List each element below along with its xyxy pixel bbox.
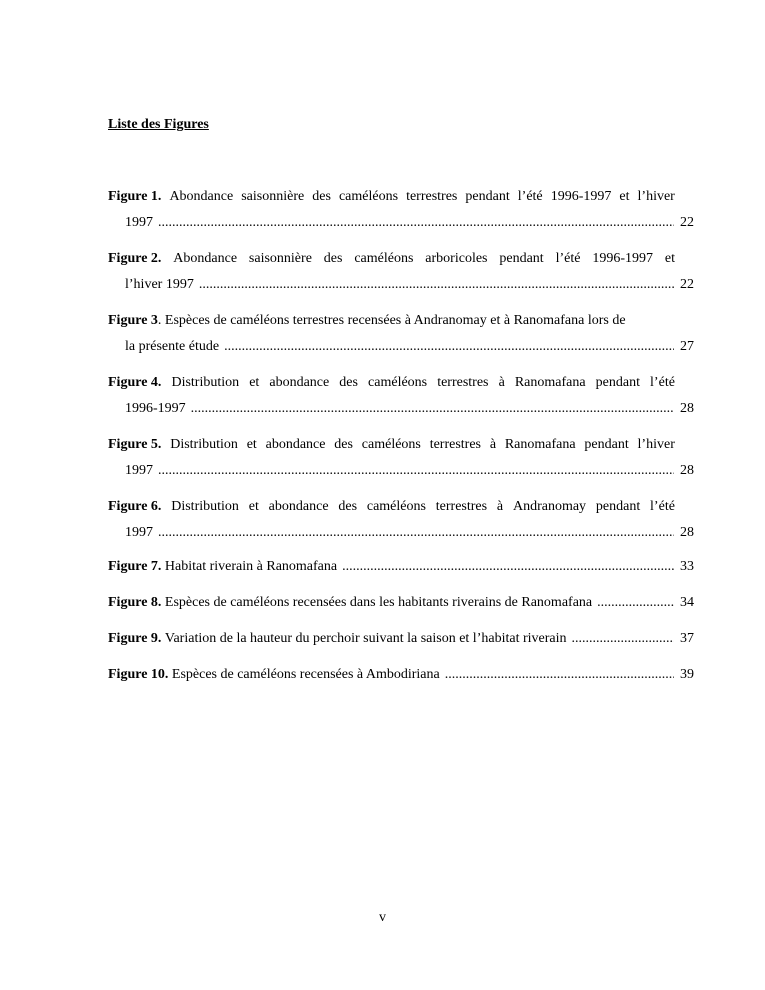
- figure-label: Figure 1.: [108, 189, 162, 204]
- caption-word: et: [664, 251, 675, 266]
- page-number-ref: 39: [680, 667, 694, 682]
- caption-word: caméléons: [338, 189, 399, 204]
- dot-leader: [199, 275, 674, 295]
- caption-word: terrestres: [429, 437, 481, 452]
- caption-word: Distribution: [171, 375, 240, 390]
- caption-word: l’été: [650, 499, 675, 514]
- caption-word: terrestres: [406, 189, 458, 204]
- figure-label: Figure 7.: [108, 559, 162, 574]
- caption-word: terrestres: [437, 375, 489, 390]
- page-number-ref: 28: [680, 401, 694, 416]
- caption-word: l’été: [517, 189, 543, 204]
- caption-word: des: [339, 375, 358, 390]
- toc-entry-figure-9[interactable]: [108, 629, 694, 649]
- page-number-ref: 28: [680, 463, 694, 478]
- page-number-ref: 34: [680, 595, 694, 610]
- page-number-ref: 37: [680, 631, 694, 646]
- caption-word: Andranomay: [512, 499, 587, 514]
- entry-line-2: [108, 337, 694, 357]
- figure-caption-end: 1997: [125, 215, 153, 230]
- toc-entry-figure-1[interactable]: [108, 187, 694, 233]
- figure-label: Figure 10.: [108, 667, 169, 682]
- caption-word: l’hiver: [637, 189, 675, 204]
- figure-label: Figure 9.: [108, 631, 162, 646]
- caption-word: caméléons: [361, 437, 421, 452]
- caption-word: pendant: [499, 251, 544, 266]
- entry-line-1: [108, 311, 675, 331]
- caption-word: des: [323, 251, 343, 266]
- toc-entry-figure-10[interactable]: [108, 665, 694, 685]
- caption-word: abondance: [265, 437, 326, 452]
- dot-leader: [158, 213, 674, 233]
- toc-entry-figure-2[interactable]: [108, 249, 694, 295]
- caption-word: l’hiver: [637, 437, 675, 452]
- caption-word: caméléons: [354, 251, 414, 266]
- entry-line-2: [108, 275, 694, 295]
- figure-label: Figure 5.: [108, 437, 162, 452]
- caption-word: Ranomafana: [514, 375, 586, 390]
- figure-caption-end: 1996-1997: [125, 401, 186, 416]
- figure-caption: Espèces de caméléons recensées dans les habitants riverains de Ranomafana: [164, 595, 593, 610]
- entry-line-1: [108, 187, 675, 207]
- caption-word: à: [498, 375, 505, 390]
- caption-word: pendant: [595, 499, 641, 514]
- caption-word: terrestres: [435, 499, 488, 514]
- figure-caption-end: la présente étude: [125, 339, 220, 354]
- page-number-ref: 22: [680, 215, 694, 230]
- entry-line-2: [108, 399, 694, 419]
- dot-leader: [158, 523, 674, 543]
- caption-word: abondance: [268, 499, 329, 514]
- caption-word: l’été: [555, 251, 581, 266]
- figure-caption: Variation de la hauteur du perchoir suivant la saison et l’habitat riverain: [164, 631, 567, 646]
- figure-label: Figure 2.: [108, 251, 162, 266]
- figure-label: Figure 8.: [108, 595, 162, 610]
- caption-word: et: [246, 437, 257, 452]
- caption-word: pendant: [595, 375, 640, 390]
- entry-line-2: [108, 213, 694, 233]
- page-number-ref: 33: [680, 559, 694, 574]
- toc-entry-figure-3[interactable]: [108, 311, 694, 357]
- figure-caption-end: 1997: [125, 463, 153, 478]
- page-footer-number: v: [379, 910, 386, 925]
- toc-entry-figure-8[interactable]: [108, 593, 694, 613]
- caption-word: abondance: [269, 375, 330, 390]
- caption-word: des: [338, 499, 358, 514]
- caption-word: et: [619, 189, 630, 204]
- caption-word: Distribution: [170, 437, 238, 452]
- entry-line-1: [108, 497, 675, 517]
- caption-word: caméléons: [366, 499, 426, 514]
- caption-word: et: [249, 375, 260, 390]
- page-number-ref: 22: [680, 277, 694, 292]
- toc-entry-figure-5[interactable]: [108, 435, 694, 481]
- entry-line-1: [108, 249, 675, 269]
- figure-caption-end: l’hiver 1997: [125, 277, 194, 292]
- figure-caption: Habitat riverain à Ranomafana: [164, 559, 338, 574]
- page-title: Liste des Figures: [108, 117, 209, 132]
- caption-word: à: [489, 437, 497, 452]
- caption-word: pendant: [465, 189, 510, 204]
- caption-word: à: [496, 499, 504, 514]
- caption-word: Abondance: [169, 189, 234, 204]
- toc-entry-figure-7[interactable]: [108, 557, 694, 577]
- figure-caption-start: . Espèces de caméléons terrestres recensées à Andranomay et à Ranomafana lors de: [157, 313, 626, 328]
- caption-word: arboricoles: [425, 251, 488, 266]
- caption-word: des: [334, 437, 353, 452]
- dot-leader: [342, 557, 674, 577]
- figure-caption: Espèces de caméléons recensées à Ambodiriana: [171, 667, 440, 682]
- dot-leader: [445, 665, 674, 685]
- entry-line-2: [108, 523, 694, 543]
- dot-leader: [597, 593, 674, 613]
- caption-word: et: [248, 499, 259, 514]
- toc-entry-figure-6[interactable]: [108, 497, 694, 543]
- dot-leader: [572, 629, 675, 649]
- caption-word: saisonnière: [248, 251, 312, 266]
- figure-caption-end: 1997: [125, 525, 153, 540]
- caption-word: Distribution: [171, 499, 239, 514]
- figure-label: Figure 3: [108, 313, 158, 328]
- toc-entry-figure-4[interactable]: [108, 373, 694, 419]
- caption-word: 1996-1997: [550, 189, 612, 204]
- caption-word: caméléons: [368, 375, 428, 390]
- dot-leader: [191, 399, 674, 419]
- caption-word: Abondance: [173, 251, 238, 266]
- caption-word: Ranomafana: [504, 437, 576, 452]
- caption-word: pendant: [584, 437, 629, 452]
- dot-leader: [224, 337, 674, 357]
- entry-line-1: [108, 373, 675, 393]
- entry-line-1: [108, 435, 675, 455]
- page-number-ref: 27: [680, 339, 694, 354]
- figure-label: Figure 6.: [108, 499, 162, 514]
- caption-word: l’été: [650, 375, 675, 390]
- caption-word: 1996-1997: [592, 251, 653, 266]
- page-number-ref: 28: [680, 525, 694, 540]
- caption-word: saisonnière: [241, 189, 305, 204]
- figure-label: Figure 4.: [108, 375, 162, 390]
- entry-line-2: [108, 461, 694, 481]
- caption-word: des: [312, 189, 331, 204]
- dot-leader: [158, 461, 674, 481]
